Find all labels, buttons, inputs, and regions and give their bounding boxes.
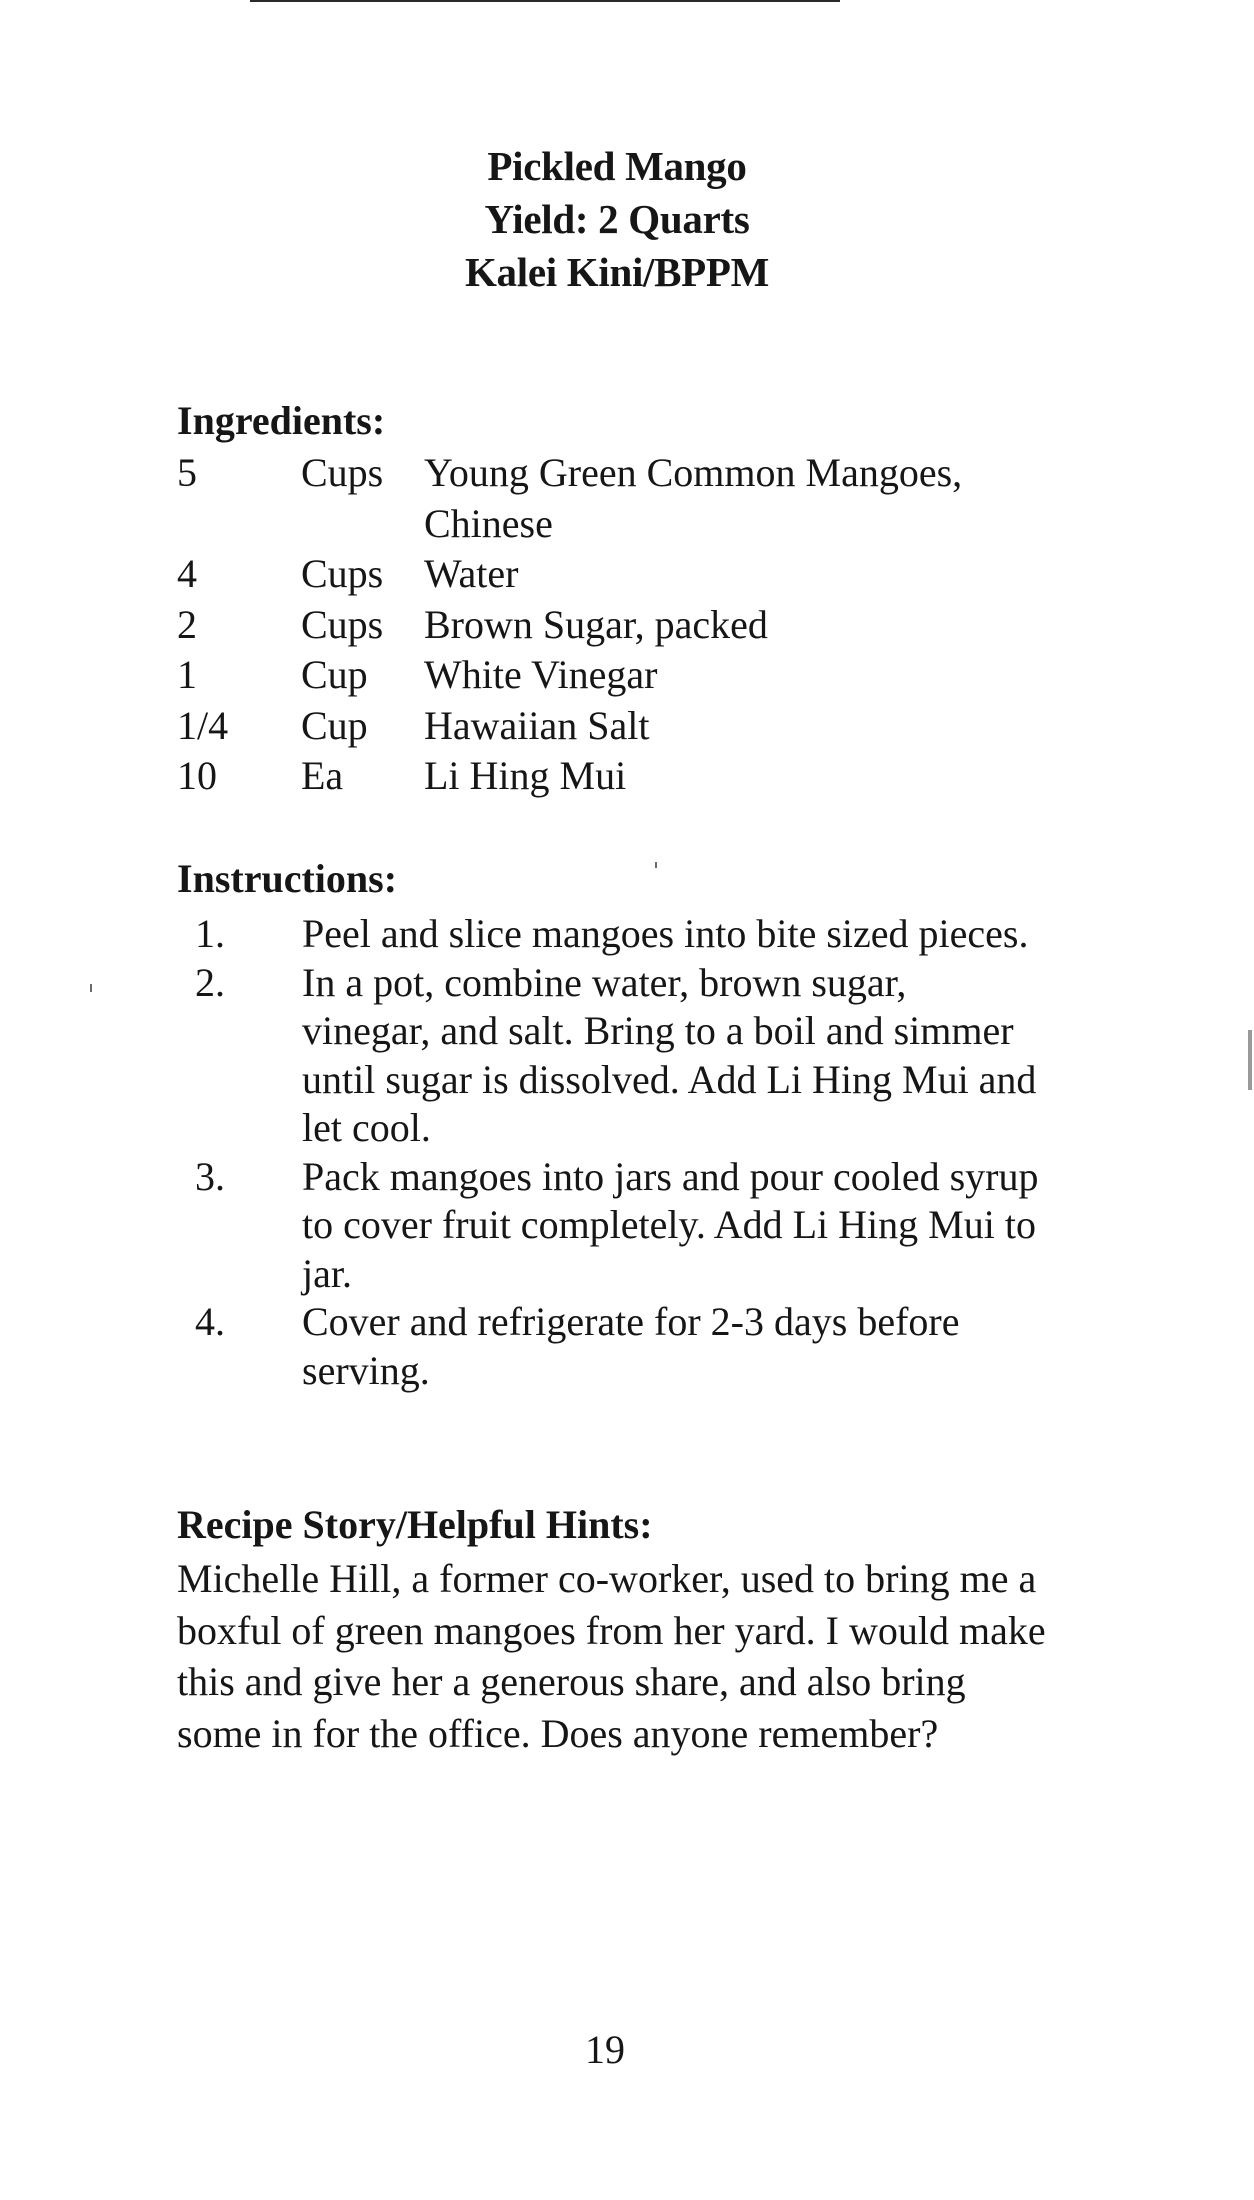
step-number: 1. — [195, 911, 225, 956]
instruction-step — [177, 1153, 1077, 1299]
step-number: 4. — [195, 1299, 225, 1344]
ingredient-unit: Ea — [301, 753, 344, 798]
ingredient-unit: Cups — [301, 551, 384, 596]
instruction-step — [177, 959, 1077, 1153]
instructions-list — [177, 910, 1077, 1395]
ingredient-row — [177, 701, 1077, 752]
step-text: Pack mangoes into jars and pour cooled syrup to cover fruit completely. Add Li Hing Mui to jar. — [302, 1153, 1039, 1296]
ingredient-quantity: 4 — [177, 551, 197, 596]
recipe-author: Kalei Kini/BPPM — [464, 249, 770, 295]
step-number: 3. — [195, 1153, 225, 1199]
ingredients-list — [177, 448, 1077, 802]
ingredient-row — [177, 549, 1077, 600]
ingredient-description: Water — [424, 551, 519, 596]
ingredients-heading: Ingredients: — [177, 398, 386, 443]
ingredient-row — [177, 650, 1077, 701]
ingredient-description: Hawaiian Salt — [424, 702, 650, 748]
ingredient-unit: Cups — [301, 601, 384, 647]
instruction-step — [177, 1298, 1077, 1395]
step-text: Peel and slice mangoes into bite sized pieces. — [302, 911, 1029, 956]
recipe-title: Pickled Mango — [487, 143, 747, 189]
ingredient-row — [177, 600, 1077, 651]
scan-speck — [1248, 1030, 1252, 1090]
ingredient-quantity: 1/4 — [177, 702, 229, 748]
scan-speck — [90, 984, 92, 992]
ingredient-description: Young Green Common Mangoes, Chinese — [424, 450, 963, 546]
instructions-heading: Instructions: — [177, 856, 398, 901]
ingredient-unit: Cup — [301, 702, 368, 748]
ingredient-quantity: 2 — [177, 601, 197, 647]
story-heading: Recipe Story/Helpful Hints: — [177, 1502, 653, 1547]
ingredient-unit: Cup — [301, 652, 368, 697]
ingredient-row — [177, 448, 1077, 549]
ingredient-description: White Vinegar — [424, 652, 658, 697]
ingredient-description: Li Hing Mui — [424, 753, 627, 798]
ingredient-quantity: 10 — [177, 753, 217, 798]
step-number: 2. — [195, 959, 225, 1005]
step-text: In a pot, combine water, brown sugar, vinegar, and salt. Bring to a boil and simmer until sugar is dissolved. Add Li Hing Mui and let cool. — [302, 959, 1037, 1150]
recipe-header — [0, 140, 1234, 299]
ingredient-description: Brown Sugar, packed — [424, 601, 768, 647]
ingredient-quantity: 1 — [177, 652, 197, 697]
story-text: Michelle Hill, a former co-worker, used to bring me a boxful of green mangoes from her yard. I would make this and give her a generous share, and also bring some in for the office. Does anyone remember? — [177, 1556, 1046, 1756]
instruction-step — [177, 910, 1077, 959]
ingredient-row — [177, 751, 1077, 802]
ingredient-quantity: 5 — [177, 450, 197, 495]
ingredient-unit: Cups — [301, 450, 384, 495]
top-rule — [250, 0, 840, 2]
recipe-yield: Yield: 2 Quarts — [484, 196, 750, 242]
scan-speck — [655, 862, 657, 868]
page-number: 19 — [585, 2027, 625, 2072]
step-text: Cover and refrigerate for 2-3 days before serving. — [302, 1299, 960, 1393]
